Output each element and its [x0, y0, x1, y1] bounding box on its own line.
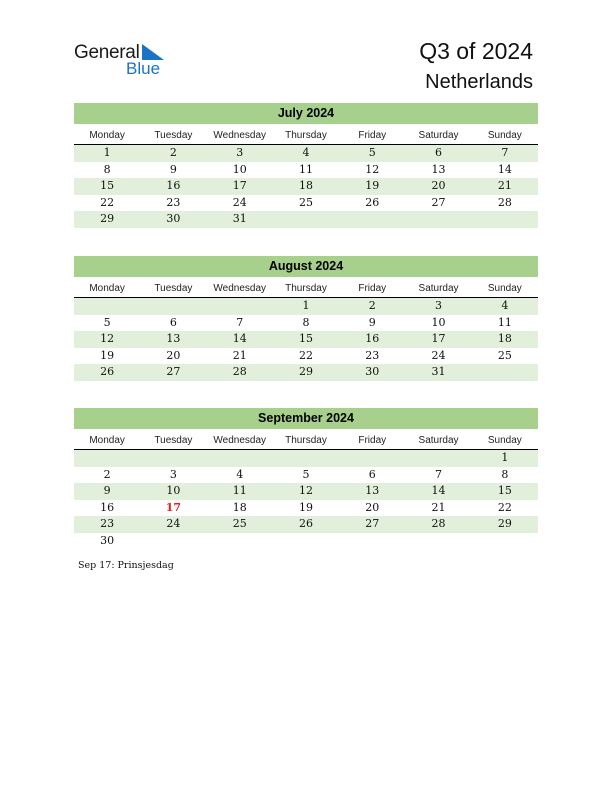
day-cell: 7 — [236, 315, 244, 329]
day-cell — [405, 211, 471, 228]
day-cell: 29 — [497, 517, 512, 530]
weekday-label: Tuesday — [154, 283, 193, 294]
weekday-label: Wednesday — [213, 283, 267, 294]
day-cell: 14 — [431, 484, 446, 497]
weekday-label: Thursday — [285, 435, 327, 446]
day-cell: 24 — [431, 348, 446, 362]
month-title: July 2024 — [74, 103, 538, 124]
month-calendar — [74, 408, 538, 549]
day-cell — [339, 211, 405, 228]
weekday-label: Monday — [89, 435, 125, 446]
day-cell: 5 — [103, 315, 111, 329]
day-cell: 6 — [368, 467, 376, 481]
day-cell: 27 — [431, 195, 446, 209]
day-cell: 12 — [365, 162, 380, 176]
day-cell: 9 — [103, 484, 111, 497]
day-cell: 11 — [497, 315, 512, 329]
day-cell: 18 — [497, 332, 512, 345]
day-cell: 28 — [431, 517, 446, 530]
day-cell: 4 — [501, 299, 509, 312]
day-cell: 17 — [232, 179, 247, 192]
day-cell: 27 — [166, 365, 181, 378]
day-cell: 31 — [232, 212, 247, 225]
day-cell: 20 — [365, 500, 380, 514]
day-cell: 30 — [365, 365, 380, 378]
day-cell — [405, 533, 471, 550]
weekday-label: Friday — [358, 130, 387, 141]
day-cell: 26 — [100, 365, 115, 378]
day-cell — [273, 533, 339, 550]
day-cell: 4 — [302, 146, 310, 159]
day-cell: 8 — [302, 315, 310, 329]
month-calendar — [74, 256, 538, 381]
day-cell: 24 — [232, 195, 247, 209]
day-cell: 13 — [166, 332, 181, 345]
day-cell — [140, 450, 206, 467]
day-cell: 8 — [103, 162, 111, 176]
day-cell: 12 — [100, 332, 115, 345]
weekday-label: Tuesday — [154, 130, 193, 141]
day-cell: 3 — [236, 146, 244, 159]
day-cell: 11 — [232, 484, 247, 497]
weekday-label: Saturday — [418, 435, 459, 446]
day-cell: 3 — [435, 299, 443, 312]
month-calendar — [74, 103, 538, 228]
day-cell: 21 — [431, 500, 446, 514]
day-cell: 20 — [166, 348, 181, 362]
day-cell: 14 — [232, 332, 247, 345]
weekday-label: Thursday — [285, 130, 327, 141]
week-row — [74, 162, 538, 179]
country-name: Netherlands — [425, 71, 533, 93]
weekday-label: Saturday — [418, 130, 459, 141]
day-cell: 25 — [232, 517, 247, 530]
weekday-header-row — [74, 280, 538, 298]
week-row — [74, 500, 538, 517]
day-cell — [339, 533, 405, 550]
day-cell: 1 — [302, 299, 310, 312]
day-cell — [140, 298, 206, 315]
page-title: Q3 of 2024 — [419, 38, 533, 64]
day-cell: 14 — [497, 162, 512, 176]
day-cell: 5 — [302, 467, 310, 481]
week-row — [74, 195, 538, 212]
day-cell: 18 — [298, 179, 313, 192]
day-cell: 25 — [298, 195, 313, 209]
day-cell — [472, 364, 538, 381]
day-cell: 2 — [169, 146, 177, 159]
holiday-note: Sep 17: Prinsjesdag — [78, 560, 174, 571]
day-cell: 11 — [298, 162, 313, 176]
week-row — [74, 450, 538, 467]
day-cell: 28 — [232, 365, 247, 378]
day-cell: 12 — [298, 484, 313, 497]
day-cell: 9 — [368, 315, 376, 329]
weekday-label: Tuesday — [154, 435, 193, 446]
day-cell: 26 — [298, 517, 313, 530]
day-cell: 16 — [365, 332, 380, 345]
week-row — [74, 178, 538, 195]
day-cell: 30 — [166, 212, 181, 225]
weekday-header-row — [74, 127, 538, 145]
day-cell: 1 — [501, 451, 509, 464]
week-row — [74, 516, 538, 533]
day-cell — [207, 533, 273, 550]
day-cell — [140, 533, 206, 550]
day-cell: 7 — [435, 467, 443, 481]
day-cell: 28 — [497, 195, 512, 209]
week-row — [74, 364, 538, 381]
day-cell: 7 — [501, 146, 509, 159]
day-cell — [339, 450, 405, 467]
day-cell — [207, 298, 273, 315]
day-cell: 26 — [365, 195, 380, 209]
weekday-label: Monday — [89, 283, 125, 294]
weekday-header-row — [74, 432, 538, 450]
holiday-day-cell: 17 — [165, 500, 182, 514]
weekday-label: Wednesday — [213, 130, 267, 141]
day-cell: 5 — [368, 146, 376, 159]
day-cell: 19 — [100, 348, 115, 362]
day-cell: 21 — [232, 348, 247, 362]
day-cell: 21 — [497, 179, 512, 192]
logo-triangle-icon — [142, 44, 164, 60]
weekday-label: Friday — [358, 435, 387, 446]
week-row — [74, 348, 538, 365]
week-row — [74, 298, 538, 315]
weekday-label: Sunday — [487, 435, 522, 446]
day-cell: 13 — [431, 162, 446, 176]
day-cell: 10 — [166, 484, 181, 497]
weekday-label: Sunday — [487, 283, 522, 294]
week-row — [74, 211, 538, 228]
weekday-label: Friday — [358, 283, 387, 294]
day-cell: 29 — [298, 365, 313, 378]
day-cell: 2 — [368, 299, 376, 312]
day-cell: 10 — [431, 315, 446, 329]
day-cell — [472, 211, 538, 228]
day-cell — [207, 450, 273, 467]
week-row — [74, 467, 538, 484]
day-cell: 8 — [501, 467, 509, 481]
day-cell: 19 — [298, 500, 313, 514]
day-cell — [74, 298, 140, 315]
day-cell: 16 — [166, 179, 181, 192]
weekday-label: Thursday — [285, 283, 327, 294]
day-cell: 22 — [100, 195, 115, 209]
week-row — [74, 533, 538, 550]
weekday-label: Wednesday — [213, 435, 267, 446]
day-cell: 6 — [435, 146, 443, 159]
week-row — [74, 331, 538, 348]
day-cell: 15 — [497, 484, 512, 497]
day-cell — [273, 450, 339, 467]
day-cell: 3 — [169, 467, 177, 481]
day-cell: 1 — [103, 146, 111, 159]
day-cell: 13 — [365, 484, 380, 497]
day-cell: 9 — [169, 162, 177, 176]
day-cell: 27 — [365, 517, 380, 530]
week-row — [74, 315, 538, 332]
day-cell: 16 — [100, 500, 115, 514]
day-cell: 19 — [365, 179, 380, 192]
month-title: August 2024 — [74, 256, 538, 277]
day-cell: 24 — [166, 517, 181, 530]
day-cell: 30 — [100, 533, 115, 547]
day-cell: 2 — [103, 467, 111, 481]
day-cell — [273, 211, 339, 228]
day-cell: 20 — [431, 179, 446, 192]
day-cell: 15 — [100, 179, 115, 192]
week-row — [74, 145, 538, 162]
day-cell: 6 — [169, 315, 177, 329]
weekday-label: Monday — [89, 130, 125, 141]
day-cell: 23 — [166, 195, 181, 209]
day-cell: 4 — [236, 467, 244, 481]
month-title: September 2024 — [74, 408, 538, 429]
day-cell: 22 — [497, 500, 512, 514]
week-row — [74, 483, 538, 500]
day-cell: 10 — [232, 162, 247, 176]
day-cell: 23 — [100, 517, 115, 530]
day-cell: 31 — [431, 365, 446, 378]
day-cell: 18 — [232, 500, 247, 514]
weekday-label: Sunday — [487, 130, 522, 141]
day-cell: 25 — [497, 348, 512, 362]
logo-text-blue: Blue — [126, 59, 161, 78]
day-cell — [405, 450, 471, 467]
day-cell: 17 — [431, 332, 446, 345]
day-cell: 23 — [365, 348, 380, 362]
day-cell: 29 — [100, 212, 115, 225]
logo-text-general: General — [74, 42, 140, 63]
day-cell: 22 — [298, 348, 313, 362]
day-cell — [74, 450, 140, 467]
day-cell: 15 — [298, 332, 313, 345]
general-blue-logo — [74, 42, 174, 78]
weekday-label: Saturday — [418, 283, 459, 294]
day-cell — [472, 533, 538, 550]
